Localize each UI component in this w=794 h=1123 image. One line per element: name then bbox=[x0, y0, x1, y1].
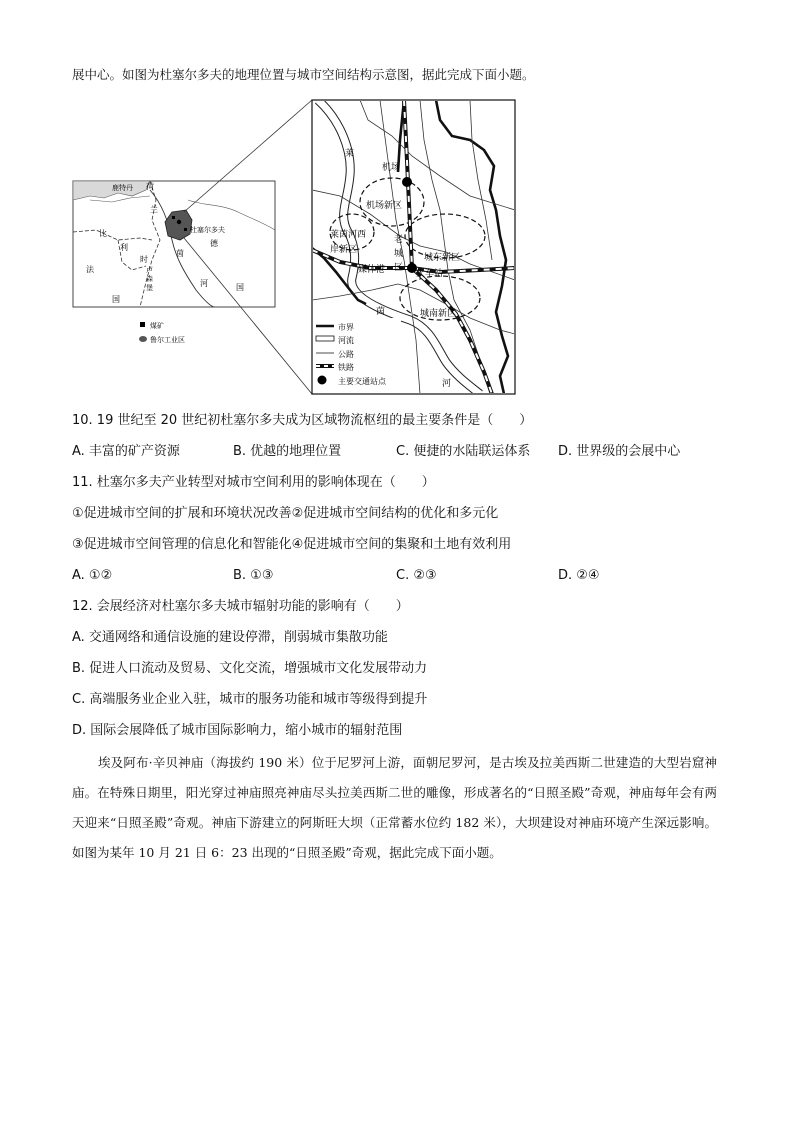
label-east-district: 城东新区 bbox=[424, 253, 461, 263]
label-media-port: 媒体港 bbox=[358, 265, 386, 275]
label-fa: 法 bbox=[86, 265, 94, 274]
label-he: 河 bbox=[200, 279, 208, 288]
label-shi: 时 bbox=[140, 255, 148, 264]
label-rhine-west-1: 莱茵河西 bbox=[330, 230, 367, 240]
legend-road: 公路 bbox=[338, 350, 354, 359]
legend-ruhr: 鲁尔工业区 bbox=[150, 336, 185, 344]
label-lusen2: 森 bbox=[146, 275, 153, 283]
question-12-option-d[interactable]: D. 国际会展降低了城市国际影响力，缩小城市的辐射范围 bbox=[72, 723, 403, 738]
question-11-option-c[interactable]: C. ②③ bbox=[396, 568, 437, 583]
label-yin: 茵 bbox=[176, 249, 184, 258]
label-old-1: 老 bbox=[394, 235, 404, 245]
legend-boundary: 市界 bbox=[338, 323, 354, 332]
question-10-option-a[interactable]: A. 丰富的矿产资源 bbox=[72, 444, 180, 459]
passage bbox=[72, 748, 717, 868]
label-helan: 荷 bbox=[146, 182, 154, 191]
legend-railway: 铁路 bbox=[338, 363, 354, 372]
question-11-option-d[interactable]: D. ②④ bbox=[558, 568, 600, 583]
label-lan: 兰 bbox=[150, 205, 158, 214]
question-10-stem: 10. 19 世纪至 20 世纪初杜塞尔多夫成为区域物流枢纽的最主要条件是（ ） bbox=[72, 413, 533, 428]
question-10-option-c[interactable]: C. 便捷的水陆联运体系 bbox=[396, 444, 531, 459]
label-south-district: 城南新区 bbox=[420, 309, 457, 319]
label-guo: 国 bbox=[112, 295, 120, 304]
label-station: 火车站 bbox=[416, 269, 444, 279]
question-11-statement-2: ③促进城市空间管理的信息化和智能化④促进城市空间的集聚和土地有效利用 bbox=[72, 537, 512, 552]
question-11-option-a[interactable]: A. ①② bbox=[72, 568, 113, 583]
question-12-option-a[interactable]: A. 交通网络和通信设施的建设停滞，削弱城市集散功能 bbox=[72, 630, 388, 645]
question-11-statement-1: ①促进城市空间的扩展和环境状况改善②促进城市空间结构的优化和多元化 bbox=[72, 506, 499, 521]
label-lusen3: 堡 bbox=[146, 284, 153, 292]
label-teluote: 鹿特丹 bbox=[112, 184, 133, 192]
question-10-option-b[interactable]: B. 优越的地理位置 bbox=[233, 444, 342, 459]
label-bi: 比 bbox=[99, 229, 107, 238]
question-11-option-b[interactable]: B. ①③ bbox=[233, 568, 274, 583]
legend-station: 主要交通站点 bbox=[338, 377, 386, 386]
detail-legend bbox=[313, 318, 401, 390]
label-rhine-west-2: 岸新区 bbox=[330, 245, 358, 255]
question-12-stem: 12. 会展经济对杜塞尔多夫城市辐射功能的影响有（ ） bbox=[72, 599, 409, 614]
intro-text: 展中心。如图为杜塞尔多夫的地理位置与城市空间结构示意图，据此完成下面小题。 bbox=[72, 67, 535, 82]
label-li: 利 bbox=[120, 243, 128, 252]
label-city: 杜塞尔多夫 bbox=[190, 226, 225, 234]
label-guo2: 国 bbox=[236, 283, 244, 292]
label-airport: 机场 bbox=[382, 163, 401, 173]
legend-river: 河流 bbox=[338, 336, 354, 345]
label-old-2: 城 bbox=[394, 249, 404, 259]
legend-coal: 煤矿 bbox=[150, 322, 164, 330]
question-12-option-b[interactable]: B. 促进人口流动及贸易、文化交流，增强城市文化发展带动力 bbox=[72, 661, 428, 676]
label-lusen: 卢 bbox=[146, 266, 153, 274]
question-12-option-c[interactable]: C. 高端服务业企业入驻，城市的服务功能和城市等级得到提升 bbox=[72, 692, 428, 707]
passage-text: 埃及阿布·辛贝神庙（海拔约 190 米）位于尼罗河上游，面朝尼罗河，是古埃及拉美西斯二世建造的大型岩窟神庙。在特殊日期里，阳光穿过神庙照亮神庙尽头拉美西斯二世的雕像，形成著名的“日照圣殿”奇观，神庙每年会有两天迎来“日照圣殿”奇观。神庙下游建立的阿斯旺大坝（正常蓄水位约 182 米），大坝建设对神庙环境产生深远影响。如图为某年 10 月 21 日 6：23 出现的“日照圣殿”奇观，据此完成下面小题。 bbox=[72, 755, 717, 860]
label-airport-district: 机场新区 bbox=[366, 201, 403, 211]
question-10-option-d[interactable]: D. 世界级的会展中心 bbox=[558, 444, 681, 459]
figure-map bbox=[0, 0, 794, 400]
label-yin: 茵 bbox=[376, 307, 386, 317]
label-old-3: 区 bbox=[394, 263, 404, 273]
label-he: 河 bbox=[442, 379, 452, 389]
question-11-stem: 11. 杜塞尔多夫产业转型对城市空间利用的影响体现在（ ） bbox=[72, 475, 435, 490]
label-de: 德 bbox=[210, 239, 218, 248]
label-lai: 莱 bbox=[345, 149, 355, 159]
